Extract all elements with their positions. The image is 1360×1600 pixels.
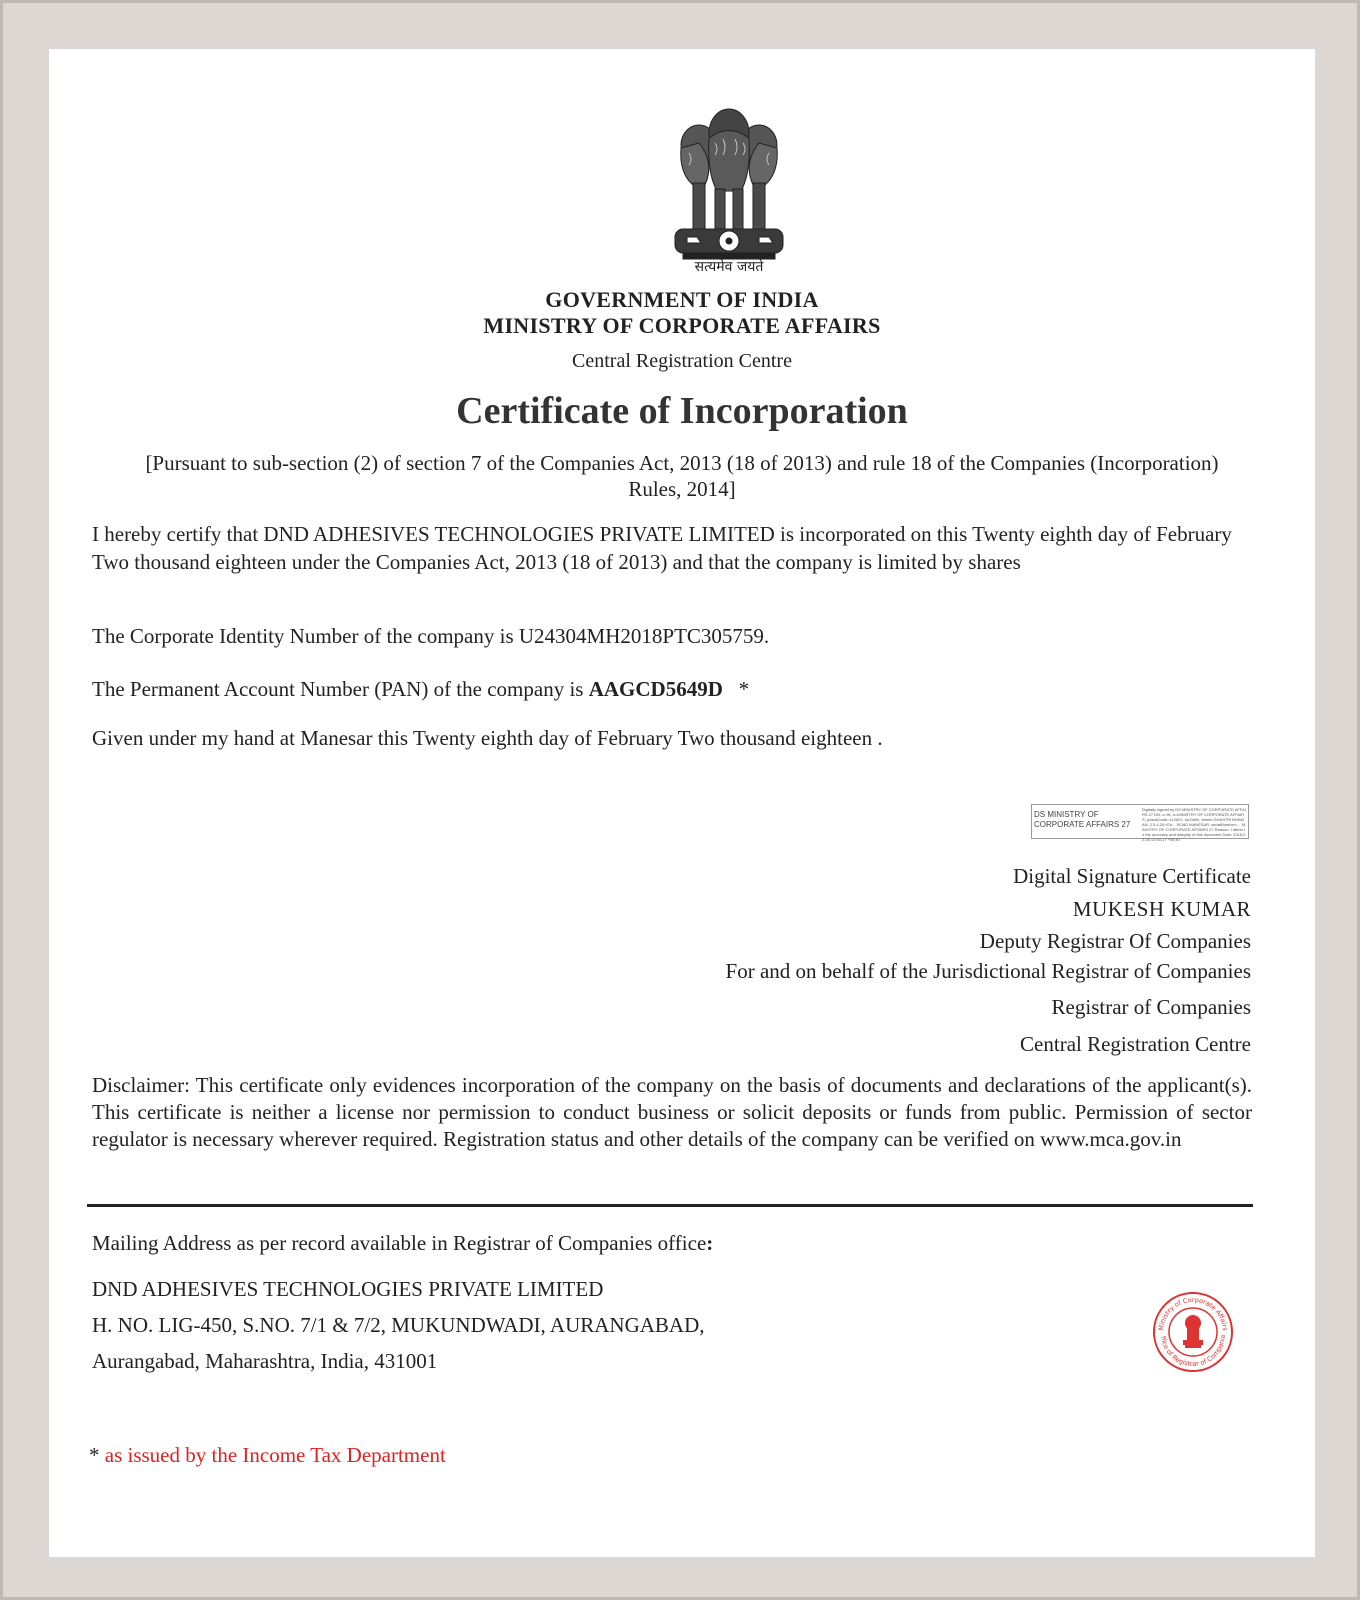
pan-footnote [89,1443,446,1468]
mailing-address-line-1: H. NO. LIG-450, S.NO. 7/1 & 7/2, MUKUNDWADI, AURANGABAD, [92,1313,705,1337]
seal-text-bottom: ffice of Registrar of Companie [1158,1334,1228,1369]
pursuant-clause: [Pursuant to sub-section (2) of section 7 of the Companies Act, 2013 (18 of 2013) and rule 18 of the Companies (Incorporation) Rules, 2014] [145,451,1219,501]
emblem-motto: सत्यमेव जयते [694,259,764,275]
pan-value: AAGCD5649D [588,677,723,701]
registrar-seal-icon [1152,1291,1234,1373]
pan-line [92,677,749,702]
footnote-star: * [89,1443,100,1467]
certify-paragraph: I hereby certify that DND ADHESIVES TECHNOLOGIES PRIVATE LIMITED is incorporated on this Twenty eighth day of February Two thousand eighteen under the Companies Act, 2013 (18 of 2013) and that the company is limited by shares [92,522,1232,574]
page-title: Certificate of Incorporation [456,390,908,432]
pan-prefix: The Permanent Account Number (PAN) of the company is [92,677,589,701]
mailing-heading-text: Mailing Address as per record available in Registrar of Companies office [92,1231,707,1255]
ds-stamp-name: DS MINISTRY OF CORPORATE AFFAIRS 27 [1034,810,1131,829]
section-divider [87,1204,1253,1207]
pan-asterisk: * [722,677,750,701]
registration-centre: Central Registration Centre [572,350,792,372]
signatory-behalf: For and on behalf of the Jurisdictional Registrar of Companies [725,959,1251,983]
national-emblem-icon [659,103,799,283]
signatory-registrar: Registrar of Companies [1051,995,1251,1019]
footnote-text: as issued by the Income Tax Department [99,1443,446,1467]
signatory-centre: Central Registration Centre [1020,1032,1251,1056]
ministry-heading: MINISTRY OF CORPORATE AFFAIRS [483,313,881,338]
signature-certificate-label: Digital Signature Certificate [1013,864,1251,888]
mailing-address-heading [92,1231,713,1256]
certificate-paper [49,49,1315,1557]
mailing-company-name: DND ADHESIVES TECHNOLOGIES PRIVATE LIMITED [92,1277,604,1301]
digital-signature-stamp [1031,804,1249,842]
signatory-designation: Deputy Registrar Of Companies [979,929,1251,953]
given-line: Given under my hand at Manesar this Twenty eighth day of February Two thousand eighteen . [92,726,883,750]
disclaimer-paragraph: Disclaimer: This certificate only evidences incorporation of the company on the basis of documents and declarations of the applicant(s). This certificate is neither a license nor permission to conduct business or solicit deposits or funds from public. Permission of sector regulator is necessary wherever required. Registration status and other details of the company can be verified on www.mca.gov.in [92,1073,1252,1151]
ds-stamp-details: Digitally signed by DS MINISTRY OF CORPORATE AFFAIRS 27 DN: c=IN, o=MINISTRY OF CORPORATE AFFAIRS, postalCode=110001, st=Delhi, street=SHASTRI BHAWAN, 2.5.4.20=f7e... ROAD MANESAR, serialNumber=... MINISTRY OF CORPORATE AFFAIRS 27 Reason: I attest to the accuracy and integrity of this document Date: 2018.02.28 12:44:17 +05'30' [1142,807,1246,842]
mailing-address-line-2: Aurangabad, Maharashtra, India, 431001 [92,1349,438,1373]
government-heading: GOVERNMENT OF INDIA [545,287,819,312]
seal-text-top: Ministry of Corporate Affairs [1156,1295,1230,1332]
cin-line: The Corporate Identity Number of the company is U24304MH2018PTC305759. [92,624,770,648]
signatory-name: MUKESH KUMAR [1072,897,1251,921]
mailing-heading-colon: : [706,1231,714,1255]
